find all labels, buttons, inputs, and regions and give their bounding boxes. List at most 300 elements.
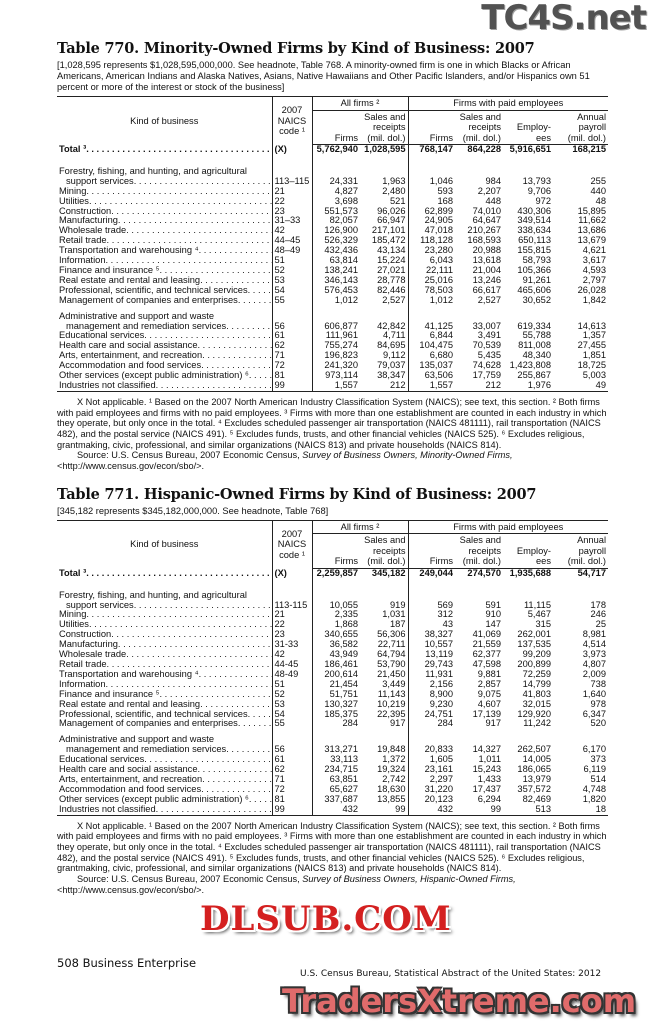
table-footnotes	[57, 397, 608, 472]
naics-code: (X)	[272, 145, 312, 161]
table-cell: 74,628	[472, 361, 502, 371]
table-row	[57, 145, 608, 161]
table-cell: 1,557	[408, 381, 455, 391]
header-text: (mil. dol.)	[567, 132, 607, 143]
table-cell: 9,075	[477, 689, 502, 699]
table-cell: 23,161	[408, 765, 455, 775]
table-cell: 514	[590, 774, 607, 784]
table-cell: 74,010	[472, 206, 502, 216]
table-cell: 15,224	[377, 256, 406, 266]
table-cell: 2,259,857	[312, 568, 360, 584]
table-cell: 6,119	[583, 765, 607, 775]
table-cell: 338,634	[517, 226, 552, 236]
table-cell: 864,228	[467, 144, 502, 154]
header-text: code ¹	[279, 126, 305, 136]
table-cell: 3,449	[382, 679, 406, 689]
table-row	[57, 216, 608, 226]
naics-code: 113–115	[272, 177, 312, 187]
table-cell: 337,687	[312, 795, 360, 805]
table-cell: 8,900	[408, 690, 455, 700]
table-cell: 5,916,651	[509, 144, 552, 154]
table-cell: 135,037	[408, 361, 455, 371]
table-cell: 17,759	[472, 371, 502, 381]
table-cell: 38,347	[377, 371, 406, 381]
table-cell: 1,935,688	[509, 568, 552, 578]
header-text: Annual	[577, 111, 607, 122]
table-cell: 99,209	[522, 650, 552, 660]
table-770	[57, 40, 608, 472]
table-row	[57, 361, 608, 371]
table-cell: 551,573	[312, 207, 360, 217]
table-row	[57, 177, 608, 187]
naics-code: 99	[272, 805, 312, 815]
naics-code: 42	[272, 226, 312, 236]
table-cell: 105,366	[517, 265, 552, 275]
table-cell: 1,842	[582, 295, 607, 305]
row-label: Forestry, fishing, and hunting, and agricultural	[59, 165, 247, 176]
table-cell: 4,607	[477, 699, 502, 709]
table-cell: 4,711	[382, 331, 406, 341]
row-label: Management of companies and enterprises . . .	[57, 296, 272, 306]
table-cell: 129,920	[517, 709, 552, 719]
table-row	[57, 296, 608, 306]
table-cell: 262,001	[517, 630, 552, 640]
table-cell: 13,793	[522, 176, 552, 186]
table-cell: 27,021	[377, 265, 406, 275]
table-row	[57, 331, 608, 341]
naics-code: 72	[272, 785, 312, 795]
row-label: Management of companies and enterprises . . .	[57, 719, 272, 729]
table-cell: 185,472	[371, 236, 406, 246]
table-cell: 1,011	[478, 755, 502, 765]
table-cell: 2,156	[408, 680, 455, 690]
naics-code: 55	[272, 719, 312, 729]
table-cell: 43,134	[377, 246, 406, 256]
table-cell: 2,742	[382, 774, 406, 784]
table-cell: 66,617	[472, 285, 502, 295]
naics-code: 99	[272, 381, 312, 391]
naics-code: 48-49	[272, 670, 312, 680]
table-cell: 432	[408, 805, 455, 815]
header-all-firms: All firms ²	[312, 520, 408, 534]
row-label: Utilities . . .	[57, 620, 272, 630]
table-cell: 6,170	[582, 745, 607, 755]
table-cell: 19,324	[377, 765, 406, 775]
table-row	[57, 775, 608, 785]
table-cell: 126,900	[312, 226, 360, 236]
table-row	[57, 660, 608, 670]
table-cell: 255	[590, 176, 607, 186]
table-cell: 1,028,595	[364, 144, 406, 154]
table-cell: 6,844	[408, 331, 455, 341]
table-cell: 917	[485, 719, 502, 729]
table-cell: 4,593	[582, 265, 607, 275]
row-label: Manufacturing . . .	[57, 216, 272, 226]
page-source-line: U.S. Census Bureau, Statistical Abstract of the United States: 2012	[300, 969, 602, 979]
table-cell: 2,527	[477, 295, 502, 305]
row-label: Other services (except public administration) ⁶ . . .	[57, 371, 272, 381]
row-label: Health care and social assistance . . .	[57, 341, 272, 351]
data-table	[57, 96, 608, 392]
naics-code: 54	[272, 286, 312, 296]
row-label: Construction . . .	[57, 207, 272, 217]
table-cell: 63,814	[312, 256, 360, 266]
table-cell: 978	[590, 699, 607, 709]
table-cell: 4,827	[312, 187, 360, 197]
table-cell: 357,572	[517, 784, 552, 794]
table-cell: 1,031	[382, 610, 406, 620]
table-cell: 27,455	[577, 341, 607, 351]
table-cell: 168,215	[572, 144, 607, 154]
table-cell: 24,905	[408, 216, 455, 226]
table-headnote: [1,028,595 represents $1,028,595,000,000. See headnote, Table 768. A minority-owned firm is one in which Blacks or African Americans, American Indians and Alaska Natives, Asians, Native Hawaiians and Other Pacific Islanders, and/or Hispanics own 51 percent or more of the interest or stock of the business]	[57, 60, 590, 92]
row-label: Educational services . . .	[57, 755, 272, 765]
table-cell: 373	[590, 755, 607, 765]
table-row	[57, 207, 608, 217]
naics-code: 72	[272, 361, 312, 371]
table-cell: 284	[312, 719, 360, 729]
table-cell: 340,655	[312, 630, 360, 640]
table-cell: 66,947	[377, 216, 406, 226]
row-label: Information . . .	[57, 680, 272, 690]
row-label: Forestry, fishing, and hunting, and agricultural	[59, 589, 247, 600]
table-cell: 738	[590, 679, 607, 689]
naics-code: 56	[272, 322, 312, 332]
table-cell: 465,606	[517, 285, 552, 295]
header-paid-sales	[455, 110, 503, 145]
table-cell: 54,717	[577, 568, 607, 578]
naics-code: 56	[272, 745, 312, 755]
naics-code: 21	[272, 187, 312, 197]
header-all-firms: All firms ²	[312, 97, 408, 111]
table-cell: 17,139	[472, 709, 502, 719]
naics-code: (X)	[272, 568, 312, 584]
table-cell: 14,327	[472, 745, 502, 755]
table-cell: 138,241	[312, 266, 360, 276]
row-label: Arts, entertainment, and recreation . . .	[57, 775, 272, 785]
table-cell: 217,101	[371, 226, 406, 236]
table-cell: 284	[408, 719, 455, 729]
table-cell: 41,069	[472, 630, 502, 640]
table-cell: 576,453	[312, 286, 360, 296]
header-payroll	[553, 110, 608, 145]
table-cell: 526,329	[312, 236, 360, 246]
naics-code: 51	[272, 256, 312, 266]
table-cell: 13,979	[522, 774, 552, 784]
table-cell: 15,895	[577, 206, 607, 216]
footnote-text: X Not applicable. ¹ Based on the 2007 North American Industry Classification System (NAICS); see text, this section. ² Both firms with paid employees and firms with no paid employees. ³ Firms with more than one establishment are counted in each industry in which they operate, but only once in the total. ⁴ Excludes scheduled passenger air transportation (NAICS 481111), rail transportation (NAICS 482), and the postal service (NAICS 491). ⁵ Excludes funds, trusts, and other financial vehicles (NAICS 525). ⁶ Excludes religious, grantmaking, civic, professional, and similar organizations (NAICS 813) and private households (NAICS 814).	[57, 396, 607, 450]
header-text: Sales and	[364, 535, 406, 546]
header-text: Employ-	[516, 122, 552, 132]
table-cell: 38,327	[408, 630, 455, 640]
table-cell: 919	[390, 600, 406, 610]
table-cell: 2,297	[408, 775, 455, 785]
table-cell: 63,851	[312, 775, 360, 785]
header-text: receipts	[468, 122, 502, 132]
table-cell: 13,679	[577, 236, 607, 246]
header-paid-firms: Firms	[408, 110, 455, 145]
table-cell: 4,807	[582, 660, 607, 670]
header-text: ees	[536, 556, 552, 567]
table-cell: 13,855	[377, 794, 406, 804]
naics-code: 22	[272, 197, 312, 207]
table-cell: 593	[408, 187, 455, 197]
table-cell: 1,640	[582, 689, 607, 699]
table-cell: 8,981	[582, 630, 607, 640]
table-row	[57, 680, 608, 690]
table-cell: 349,514	[517, 216, 552, 226]
table-cell: 51,751	[312, 690, 360, 700]
row-label-continued: management and remediation services . . .	[57, 745, 272, 755]
row-label: Industries not classified . . .	[57, 805, 272, 815]
table-771	[57, 486, 608, 896]
table-cell: 168	[408, 197, 455, 207]
naics-code: 44-45	[272, 660, 312, 670]
table-row	[57, 236, 608, 246]
table-row	[57, 322, 608, 332]
table-cell: 973,114	[312, 371, 360, 381]
table-cell: 15,243	[472, 765, 502, 775]
header-naics-code	[272, 520, 312, 568]
table-cell: 315	[535, 620, 552, 630]
data-table	[57, 520, 608, 816]
table-cell: 25	[595, 620, 607, 630]
table-cell: 82,446	[377, 285, 406, 295]
table-title: Table 771. Hispanic-Owned Firms by Kind of Business: 2007	[57, 485, 537, 503]
table-cell: 591	[485, 600, 502, 610]
table-cell: 6,680	[408, 351, 455, 361]
table-cell: 84,695	[377, 341, 406, 351]
naics-code: 52	[272, 690, 312, 700]
table-cell: 33,007	[472, 321, 502, 331]
header-text: receipts	[372, 545, 406, 556]
table-cell: 246	[590, 610, 607, 620]
naics-code: 61	[272, 755, 312, 765]
table-cell: 262,507	[517, 745, 552, 755]
table-cell: 19,848	[377, 745, 406, 755]
row-label: Manufacturing . . .	[57, 640, 272, 650]
row-label: Mining . . .	[57, 610, 272, 620]
table-cell: 147	[485, 620, 502, 630]
table-cell: 2,207	[477, 186, 502, 196]
table-row	[57, 795, 608, 805]
table-cell: 513	[503, 805, 553, 815]
table-row	[57, 640, 608, 650]
table-row	[57, 785, 608, 795]
table-cell: 11,662	[578, 216, 607, 226]
row-label: Finance and insurance ⁵ . . .	[57, 266, 272, 276]
table-cell: 5,467	[527, 610, 552, 620]
table-headnote: [345,182 represents $345,182,000,000. See headnote, Table 768]	[57, 505, 329, 516]
table-cell: 43,949	[312, 650, 360, 660]
table-cell: 569	[408, 601, 455, 611]
header-text: (mil. dol.)	[462, 556, 502, 567]
table-cell: 31,220	[408, 785, 455, 795]
table-row	[57, 601, 608, 611]
table-cell: 32,015	[522, 699, 552, 709]
naics-code: 81	[272, 795, 312, 805]
table-cell: 811,008	[518, 341, 552, 351]
header-kind-of-business: Kind of business	[57, 520, 272, 568]
table-cell: 41,803	[522, 689, 552, 699]
row-label: Retail trade . . .	[57, 660, 272, 670]
table-row	[57, 610, 608, 620]
table-cell: 53,790	[377, 660, 406, 670]
table-cell: 4,748	[582, 784, 607, 794]
header-sales	[360, 534, 408, 569]
table-cell: 11,242	[523, 719, 552, 729]
table-cell: 2,857	[477, 679, 502, 689]
row-label: Transportation and warehousing ⁴ . . .	[57, 246, 272, 256]
row-label: Total ³ . . .	[57, 568, 272, 584]
table-cell: 99	[360, 805, 408, 815]
table-row	[57, 568, 608, 584]
table-cell: 18,725	[577, 361, 607, 371]
table-cell: 4,621	[582, 246, 607, 256]
table-cell: 10,219	[377, 699, 406, 709]
naics-code: 53	[272, 700, 312, 710]
table-cell: 768,147	[408, 145, 455, 161]
table-cell: 313,271	[312, 745, 360, 755]
table-cell: 21,454	[312, 680, 360, 690]
header-firms: Firms	[312, 110, 360, 145]
table-cell: 168,593	[467, 236, 502, 246]
table-cell: 187	[390, 620, 406, 630]
table-row	[57, 161, 608, 177]
table-cell: 96,026	[377, 206, 406, 216]
table-cell: 47,598	[472, 660, 502, 670]
table-cell: 118,128	[408, 236, 455, 246]
naics-code: 52	[272, 266, 312, 276]
header-employees	[503, 534, 553, 569]
table-cell: 130,327	[312, 700, 360, 710]
table-cell: 11,115	[523, 600, 552, 610]
table-cell: 312	[408, 610, 455, 620]
table-cell: 1,423,808	[509, 361, 552, 371]
header-employees	[503, 110, 553, 145]
header-text: code ¹	[279, 549, 305, 560]
table-cell: 2,335	[312, 610, 360, 620]
header-text: NAICS	[277, 115, 307, 126]
table-cell: 72,259	[522, 669, 552, 679]
naics-code: 81	[272, 371, 312, 381]
table-cell: 9,706	[527, 186, 552, 196]
table-cell: 65,627	[312, 785, 360, 795]
table-cell: 63,506	[408, 371, 455, 381]
table-cell: 82,057	[312, 216, 360, 226]
table-cell: 33,113	[312, 755, 360, 765]
watermark-logo: TradersXtreme.com	[282, 982, 637, 1020]
row-label: Mining . . .	[57, 187, 272, 197]
header-text: NAICS	[277, 539, 307, 550]
table-cell: 448	[485, 196, 502, 206]
table-cell: 49	[553, 381, 608, 391]
table-cell: 241,320	[312, 361, 360, 371]
table-cell: 22,711	[377, 640, 406, 650]
table-title: Table 770. Minority-Owned Firms by Kind of Business: 2007	[57, 40, 535, 57]
table-cell: 24,331	[312, 177, 360, 187]
row-label-continued: management and remediation services . . .	[57, 322, 272, 332]
table-cell: 2,797	[582, 275, 607, 285]
row-label: Administrative and support and waste	[59, 734, 215, 745]
header-text: ees	[536, 132, 552, 143]
table-cell: 99	[455, 805, 503, 815]
page-number-label: 508 Business Enterprise	[57, 956, 197, 970]
table-cell: 430,306	[517, 206, 552, 216]
table-cell: 14,613	[577, 321, 607, 331]
watermark-logo: TC4S.net	[481, 0, 646, 38]
naics-code: 55	[272, 296, 312, 306]
table-cell: 10,055	[312, 601, 360, 611]
header-firms: Firms	[312, 534, 360, 569]
header-text: (mil. dol.)	[367, 556, 406, 567]
source-url: <http://www.census.gov/econ/sbo/>.	[57, 461, 205, 472]
source-note: Source: U.S. Census Bureau, 2007 Economic Census, Survey of Business Owners, Minority-Owned Firms,	[77, 450, 513, 461]
row-label: Wholesale trade . . .	[57, 226, 272, 236]
row-label: Transportation and warehousing ⁴ . . .	[57, 670, 272, 680]
table-cell: 104,475	[408, 341, 455, 351]
table-cell: 249,044	[408, 568, 455, 584]
table-cell: 1,976	[503, 381, 553, 391]
table-cell: 2,009	[582, 669, 607, 679]
table-row	[57, 710, 608, 720]
row-label: Real estate and rental and leasing . . .	[57, 700, 272, 710]
table-row	[57, 805, 608, 815]
table-cell: 20,833	[408, 745, 455, 755]
table-row	[57, 620, 608, 630]
table-row	[57, 650, 608, 660]
row-label: Health care and social assistance . . .	[57, 765, 272, 775]
table-cell: 917	[390, 719, 406, 729]
header-text: Sales and	[459, 535, 502, 546]
naics-code: 31–33	[272, 216, 312, 226]
header-text: payroll	[578, 122, 607, 132]
table-cell: 1,557	[312, 381, 360, 391]
header-text: 2007	[281, 528, 303, 539]
table-cell: 91,261	[522, 275, 552, 285]
table-cell: 212	[360, 381, 408, 391]
table-cell: 984	[485, 176, 502, 186]
table-row	[57, 266, 608, 276]
table-footnotes	[57, 821, 608, 896]
row-label: Total ³ . . .	[57, 145, 272, 161]
table-row	[57, 745, 608, 755]
table-cell: 1,012	[312, 296, 360, 306]
table-row	[57, 630, 608, 640]
naics-code: 51	[272, 680, 312, 690]
header-paid-employees: Firms with paid employees	[408, 97, 608, 111]
table-cell: 23,280	[408, 246, 455, 256]
table-cell: 432,436	[312, 246, 360, 256]
table-cell: 255,867	[517, 371, 552, 381]
table-cell: 30,652	[522, 295, 552, 305]
header-text: receipts	[372, 122, 406, 132]
table-cell: 62,899	[408, 207, 455, 217]
table-cell: 48	[595, 196, 607, 206]
table-cell: 78,503	[408, 286, 455, 296]
table-cell: 17,437	[472, 784, 502, 794]
table-cell: 1,046	[408, 177, 455, 187]
table-cell: 11,931	[408, 670, 455, 680]
table-cell: 10,557	[408, 640, 455, 650]
table-cell: 21,559	[472, 640, 502, 650]
table-cell: 1,012	[408, 296, 455, 306]
naics-code: 54	[272, 710, 312, 720]
header-text: payroll	[578, 545, 607, 556]
source-url: <http://www.census.gov/econ/sbo/>.	[57, 884, 205, 895]
table-cell: 5,003	[582, 371, 607, 381]
table-row	[57, 197, 608, 207]
